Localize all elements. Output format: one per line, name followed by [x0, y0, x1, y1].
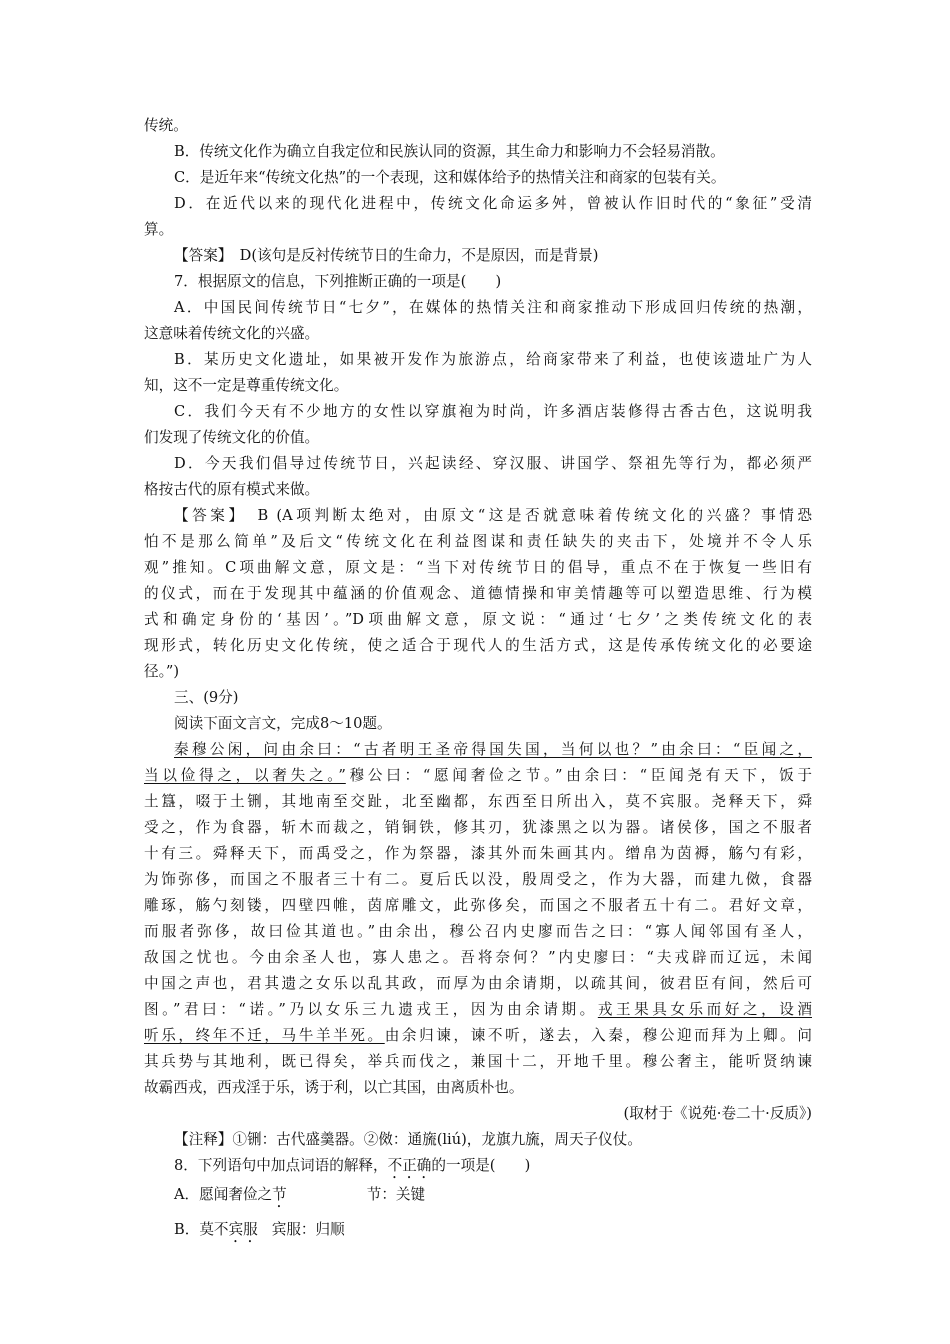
q8-option-b — [144, 1217, 812, 1249]
source-citation: (取材于《说苑·卷二十·反质》) — [623, 1105, 812, 1122]
passage-line: 敌国之忧也。今由余圣人也，寡人患之。吾将奈何？”内史廖曰：“夫戎辟而辽远，未闻 — [144, 949, 812, 966]
text-line: 知，这不一定是尊重传统文化。 — [144, 377, 349, 394]
passage-line: 十有三。舜释天下，而禹受之，作为祭器，漆其外而朱画其内。缯帛为茵褥，觞勺有彩， — [144, 845, 812, 862]
passage-line: 中国之声也，君其遗之女乐以乱其政，而厚为由余请期，以疏其间，彼君臣有间，然后可 — [144, 975, 812, 992]
q7-option-b: B．某历史文化遗址，如果被开发作为旅游点，给商家带来了利益，也使该遗址广为人 — [174, 351, 812, 368]
passage-text: 图。”君曰：“诺。”乃以女乐三九遗戎王，因为由余请期。 — [144, 1001, 598, 1018]
emphasized-text: 节 — [272, 1186, 287, 1203]
text-line: 算。 — [144, 221, 174, 238]
q7-option-c: C．我们今天有不少地方的女性以穿旗袍为时尚，许多酒店装修得古香古色，这说明我 — [174, 403, 812, 420]
text-line: 们发现了传统文化的价值。 — [144, 429, 320, 446]
passage-line: 雕琢，觞勺刻镂，四壁四帷，茵席雕文，此弥侈矣，而国之不服者五十有二。君好文章， — [144, 897, 812, 914]
question-text: 8．下列语句中加点词语的解释， — [174, 1157, 388, 1174]
question-7: 7．根据原文的信息，下列推断正确的一项是( ) — [174, 273, 502, 290]
q8-option-a — [144, 1182, 812, 1214]
option-d: D．在近代以来的现代化进程中，传统文化命运多舛，曾被认作旧时代的“象征”受清 — [174, 195, 812, 212]
q7-option-a: A．中国民间传统节日“七夕”，在媒体的热情关注和商家推动下形成回归传统的热潮， — [174, 299, 812, 316]
passage-line — [144, 737, 812, 763]
reading-instruction: 阅读下面文言文，完成8～10题。 — [174, 715, 392, 732]
annotation: 【注释】①铏：古代盛羹器。②傚：通旒(liú)，龙旗九旒，周天子仪仗。 — [174, 1131, 642, 1148]
text-line: 这意味着传统文化的兴盛。 — [144, 325, 320, 342]
answer-6: 【答案】 D(该句是反衬传统节日的生命力，不是原因，而是背景) — [174, 247, 599, 264]
passage-line: 其兵势与其地利，既已得矣，举兵而伐之，兼国十二，开地千里。穆公奢主，能听贤纳谏 — [144, 1053, 812, 1070]
text-line: 怕不是那么简单”及后文“传统文化在利益图谋和责任缺失的夹击下，处境并不令人乐 — [144, 533, 812, 550]
underlined-text: 秦穆公闲，问由余曰：“古者明王圣帝得国失国，当何以也？”由余曰：“臣闻之， — [174, 741, 812, 758]
option-b: B．传统文化作为确立自我定位和民族认同的资源，其生命力和影响力不会轻易消散。 — [174, 143, 725, 160]
passage-line: 土簋，啜于土铏，其地南至交趾，北至幽都，东西至日所出入，莫不宾服。尧释天下，舜 — [144, 793, 812, 810]
option-text: A．愿闻奢俭之 — [174, 1186, 273, 1203]
passage-line: 受之，作为食器，斩木而裁之，销铜铁，修其刃，犹漆黑之以为器。诸侯侈，国之不服者 — [144, 819, 812, 836]
passage-text: 穆公曰：“愿闻奢俭之节。”由余曰：“臣闻尧有天下，饭于 — [345, 767, 812, 784]
text-line: 径。”) — [144, 663, 180, 680]
option-c: C．是近年来“传统文化热”的一个表现，这和媒体给予的热情关注和商家的包装有关。 — [174, 169, 726, 186]
text-line: 的仪式，而在于发现其中蕴涵的价值观念、道德情操和审美情趣等可以塑造思维、行为模 — [144, 585, 812, 602]
underlined-text: 听乐，终年不迁，马牛羊半死。 — [144, 1027, 385, 1044]
q7-option-d: D．今天我们倡导过传统节日，兴起读经、穿汉服、讲国学、祭祖先等行为，都必须严 — [174, 455, 812, 472]
text-line: 现形式，转化历史文化传统，使之适合于现代人的生活方式，这是传承传统文化的必要途 — [144, 637, 812, 654]
option-text: B．莫不 — [174, 1221, 229, 1238]
text-line: 观”推知。C项曲解文意，原文是：“当下对传统节日的倡导，重点不在于恢复一些旧有 — [144, 559, 812, 576]
passage-line: 为饰弥侈，而国之不服者三十有二。夏后氏以没，殷周受之，作为大器，而建九傚，食器 — [144, 871, 812, 888]
underlined-text: 戎王果具女乐而好之，设酒 — [597, 1001, 812, 1018]
passage-line: 故霸西戎，西戎淫于乐，诱于利，以亡其国，由离质朴也。 — [144, 1079, 524, 1096]
section-heading: 三、(9分) — [174, 689, 239, 706]
text-line: 格按古代的原有模式来做。 — [144, 481, 320, 498]
option-gloss: 节：关键 — [366, 1186, 426, 1203]
option-gloss: 宾服：归顺 — [271, 1221, 345, 1238]
underlined-text: 当以俭得之，以奢失之。” — [144, 767, 346, 784]
passage-line — [144, 1023, 812, 1049]
passage-line: 而服者弥侈，故曰俭其道也。”由余出，穆公召内史廖而告之曰：“寡人闻邻国有圣人， — [144, 923, 812, 940]
emphasized-text: 宾服 — [228, 1221, 258, 1238]
emphasized-text: 不正确 — [387, 1157, 432, 1174]
text-line: 式和确定身份的‘基因’。”D项曲解文意，原文说：“通过‘七夕’之类传统文化的表 — [144, 611, 812, 628]
text-line: 传统。 — [144, 117, 188, 134]
question-8 — [144, 1153, 812, 1179]
passage-line — [144, 997, 812, 1023]
passage-text: 由余归谏，谏不听，遂去，入秦，穆公迎而拜为上卿。问 — [384, 1027, 812, 1044]
passage-line — [144, 763, 812, 789]
question-text: 的一项是( ) — [431, 1157, 531, 1174]
answer-7: 【答案】 B (A项判断太绝对，由原文“这是否就意味着传统文化的兴盛？事情恐 — [174, 507, 812, 524]
